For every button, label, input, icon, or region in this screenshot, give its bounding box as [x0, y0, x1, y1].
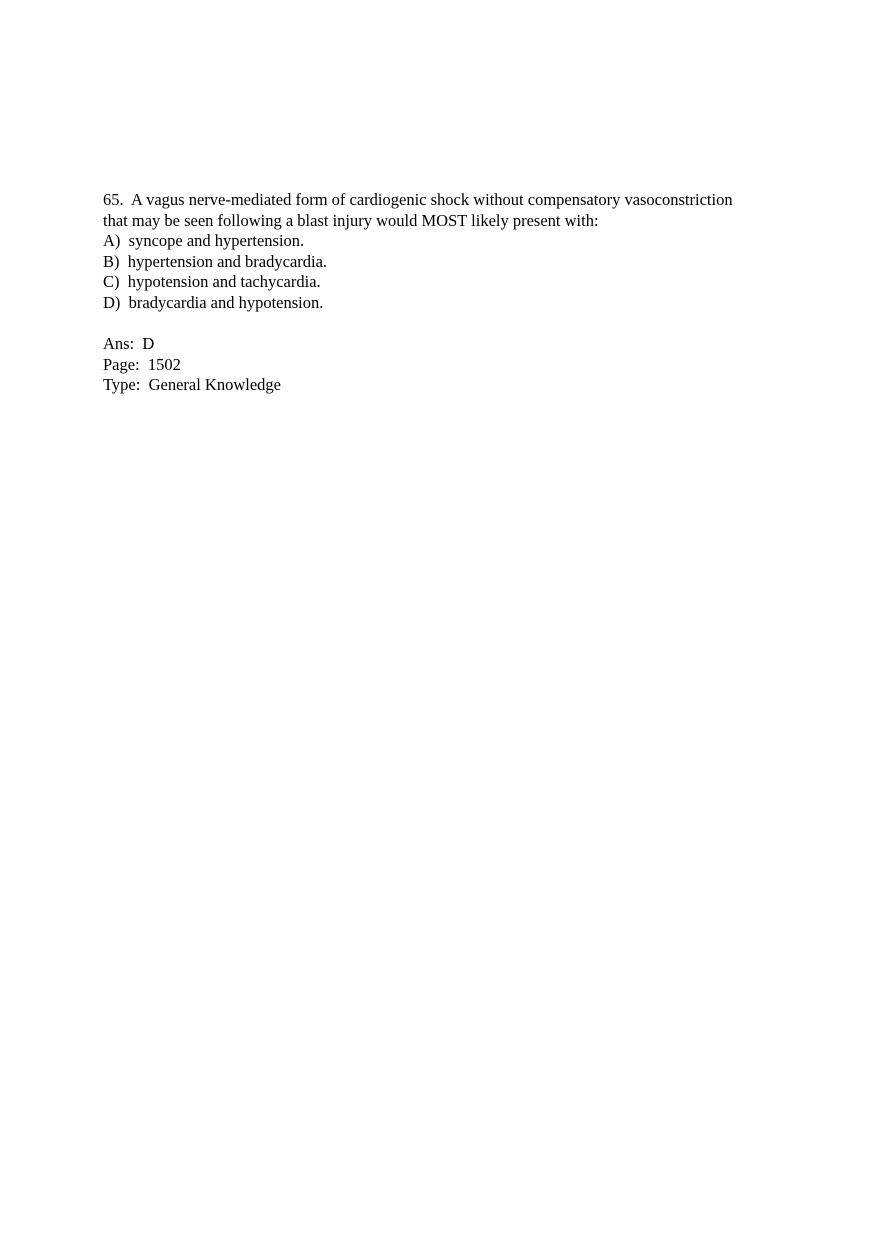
answer-key: Ans: D	[103, 334, 155, 354]
question-stem-line-1: 65. A vagus nerve-mediated form of cardiogenic shock without compensatory vasoconstriction	[103, 190, 733, 209]
answer-option-c: C) hypotension and tachycardia.	[103, 272, 321, 292]
answer-option-b: B) hypertension and bradycardia.	[103, 251, 328, 271]
question-block	[103, 190, 803, 396]
question-stem-line-2: that may be seen following a blast injury would MOST likely present with:	[103, 210, 599, 230]
answer-option-a: A) syncope and hypertension.	[103, 231, 305, 251]
answer-option-d: D) bradycardia and hypotension.	[103, 292, 324, 312]
page-reference: Page: 1502	[103, 354, 181, 374]
spacer	[103, 314, 803, 335]
question-type: Type: General Knowledge	[103, 375, 281, 395]
